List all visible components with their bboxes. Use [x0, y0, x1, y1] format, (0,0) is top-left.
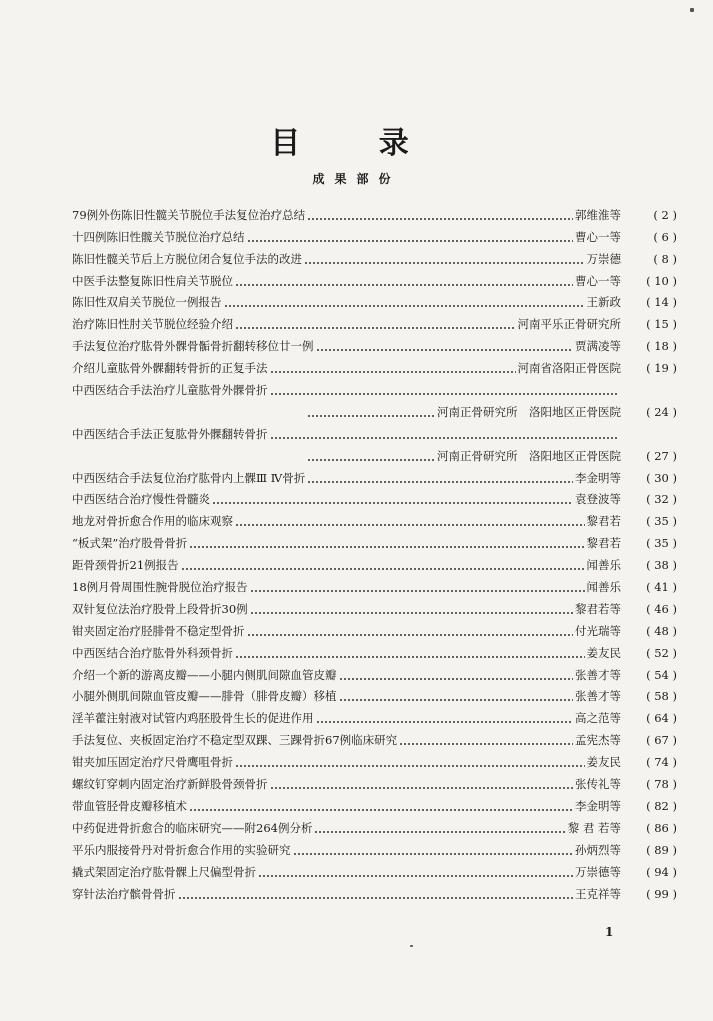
page-number: 1 [605, 925, 614, 939]
dot-leader [250, 602, 573, 616]
print-speck [690, 8, 694, 12]
entry-page: ( 30 ) [646, 470, 677, 485]
entry-author: 姜友民 [586, 755, 621, 770]
entry-author: 付光瑞等 [575, 623, 621, 638]
dot-leader [339, 689, 574, 703]
dot-leader [270, 383, 620, 397]
entry-title: 十四例陈旧性髋关节脱位治疗总结 [72, 229, 245, 244]
entry-page: ( 54 ) [646, 667, 677, 682]
toc-entry[interactable] [72, 331, 677, 353]
entry-page: ( 58 ) [646, 689, 677, 704]
entry-author: 曹心一等 [575, 273, 621, 288]
entry-page: ( 18 ) [646, 339, 677, 354]
entry-title: 钳夹固定治疗胫腓骨不稳定型骨折 [72, 623, 245, 638]
entry-author: 高之范等 [575, 711, 621, 726]
toc-entry[interactable] [72, 791, 677, 813]
entry-author: 张善才等 [575, 689, 621, 704]
toc-entry[interactable] [72, 266, 677, 288]
entry-author: 贾满凌等 [575, 339, 621, 354]
entry-author: 河南省洛阳正骨医院 [517, 361, 621, 376]
dot-leader [270, 777, 574, 791]
page-title: 目 录 [270, 126, 443, 161]
dot-leader [181, 558, 585, 572]
toc-entry[interactable] [72, 835, 677, 857]
entry-title: 介绍一个新的游离皮瓣——小腿内侧肌间隙血管皮瓣 [72, 667, 337, 682]
toc-entry[interactable] [72, 397, 677, 419]
entry-title: 陈旧性髋关节后上方脱位闭合复位手法的改进 [72, 251, 302, 266]
dot-leader [212, 492, 573, 506]
entry-title: 带血管胫骨皮瓣移植术 [72, 798, 187, 813]
dot-leader [307, 208, 573, 222]
toc-entry[interactable] [72, 594, 677, 616]
entry-author: 袁登波等 [575, 492, 621, 507]
entry-author: 李金明等 [575, 798, 621, 813]
entry-page: ( 24 ) [646, 404, 677, 419]
entry-page: ( 67 ) [646, 733, 677, 748]
entry-author: 张善才等 [575, 667, 621, 682]
entry-author: 曹心一等 [575, 229, 621, 244]
entry-page: ( 64 ) [646, 711, 677, 726]
entry-author: 闻善乐 [586, 558, 621, 573]
entry-title: 手法复位治疗肱骨外髁骨骺骨折翻转移位廿一例 [72, 339, 314, 354]
entry-author: 王新政 [586, 295, 621, 310]
toc-entry[interactable] [72, 769, 677, 791]
toc-entry[interactable] [72, 485, 677, 507]
entry-author: 孙炳烈等 [575, 842, 621, 857]
entry-page: ( 78 ) [646, 777, 677, 792]
toc-entry[interactable] [72, 616, 677, 638]
toc-entry[interactable] [72, 660, 677, 682]
entry-title: 双针复位法治疗股骨上段骨折30例 [72, 601, 248, 616]
toc-entry[interactable] [72, 725, 677, 747]
entry-title: 地龙对骨折愈合作用的临床观察 [72, 514, 233, 529]
dot-leader [247, 624, 574, 638]
entry-author: 王克祥等 [575, 886, 621, 901]
dot-leader [224, 295, 585, 309]
toc-entry[interactable] [72, 879, 677, 901]
entry-author: 郭维淮等 [575, 207, 621, 222]
toc-entry[interactable] [72, 682, 677, 704]
entry-page: ( 8 ) [653, 251, 677, 266]
dot-leader [235, 317, 516, 331]
entry-page: ( 82 ) [646, 798, 677, 813]
entry-title: 中西医结合治疗慢性骨髓炎 [72, 492, 210, 507]
entry-page: ( 15 ) [646, 317, 677, 332]
entry-title: 平乐内服接骨丹对骨折愈合作用的实验研究 [72, 842, 291, 857]
dot-leader [307, 449, 435, 463]
entry-author: 河南正骨研究所 洛阳地区正骨医院 [437, 448, 621, 463]
entry-page: ( 74 ) [646, 755, 677, 770]
dot-leader [399, 733, 573, 747]
entry-title: 中西医结合手法治疗儿童肱骨外髁骨折 [72, 383, 268, 398]
entry-page: ( 52 ) [646, 645, 677, 660]
entry-page: ( 99 ) [646, 886, 677, 901]
entry-author: 黎君若 [586, 514, 621, 529]
entry-page: ( 10 ) [646, 273, 677, 288]
entry-title: 中西医结合手法复位治疗肱骨内上髁Ⅲ Ⅳ骨折 [72, 470, 306, 485]
dot-leader [189, 536, 584, 550]
dot-leader [258, 865, 573, 879]
entry-page: ( 2 ) [653, 207, 677, 222]
entry-title: 陈旧性双肩关节脱位一例报告 [72, 295, 222, 310]
entry-author: 张传礼等 [575, 777, 621, 792]
dot-leader [235, 646, 585, 660]
toc-entry[interactable] [72, 375, 677, 397]
entry-title: 螺纹钉穿刺内固定治疗新鲜股骨颈骨折 [72, 777, 268, 792]
entry-page: ( 35 ) [646, 536, 677, 551]
dot-leader [247, 230, 574, 244]
toc-entry[interactable] [72, 638, 677, 660]
dot-leader [293, 843, 574, 857]
entry-page: ( 94 ) [646, 864, 677, 879]
print-speck [410, 945, 413, 947]
dot-leader [235, 274, 573, 288]
entry-title: 介绍儿童肱骨外髁翻转骨折的正复手法 [72, 361, 268, 376]
dot-leader [178, 887, 574, 901]
toc-entry[interactable] [72, 222, 677, 244]
toc-entry[interactable] [72, 506, 677, 528]
entry-author: 孟宪杰等 [575, 733, 621, 748]
entry-page: ( 6 ) [653, 229, 677, 244]
entry-author: 闻善乐 [586, 580, 621, 595]
dot-leader [235, 755, 585, 769]
dot-leader [270, 361, 516, 375]
entry-page: ( 46 ) [646, 601, 677, 616]
entry-title: 中西医结合治疗肱骨外科颈骨折 [72, 645, 233, 660]
dot-leader [250, 580, 585, 594]
section-heading: 成果部份 [312, 172, 401, 186]
entry-title: 小腿外侧肌间隙血管皮瓣——腓骨（腓骨皮瓣）移植 [72, 689, 337, 704]
entry-title: 钳夹加压固定治疗尺骨鹰咀骨折 [72, 755, 233, 770]
toc-entry[interactable] [72, 309, 677, 331]
toc-entry[interactable] [72, 288, 677, 310]
table-of-contents [72, 200, 677, 901]
entry-author: 李金明等 [575, 470, 621, 485]
entry-author: 万崇德 [586, 251, 621, 266]
dot-leader [316, 711, 574, 725]
entry-page: ( 41 ) [646, 580, 677, 595]
toc-entry[interactable] [72, 572, 677, 594]
entry-author: 姜友民 [586, 645, 621, 660]
dot-leader [307, 405, 435, 419]
toc-entry[interactable] [72, 550, 677, 572]
dot-leader [189, 799, 573, 813]
entry-author: 黎君若 [586, 536, 621, 551]
entry-page: ( 27 ) [646, 448, 677, 463]
toc-entry[interactable] [72, 813, 677, 835]
entry-author: 河南正骨研究所 洛阳地区正骨医院 [437, 404, 621, 419]
dot-leader [304, 252, 585, 266]
entry-author: 黎 君 若等 [567, 820, 621, 835]
entry-title: 18例月骨周围性腕骨脱位治疗报告 [72, 580, 248, 595]
entry-page: ( 48 ) [646, 623, 677, 638]
entry-title: 撬式架固定治疗肱骨髁上尺偏型骨折 [72, 864, 256, 879]
entry-title: 中药促进骨折愈合的临床研究——附264例分析 [72, 820, 313, 835]
toc-entry[interactable] [72, 441, 677, 463]
entry-title: 手法复位、夹板固定治疗不稳定型双踝、三踝骨折67例临床研究 [72, 733, 398, 748]
toc-entry[interactable] [72, 463, 677, 485]
entry-title: 79例外伤陈旧性髋关节脱位手法复位治疗总结 [72, 207, 306, 222]
dot-leader [316, 339, 574, 353]
entry-title: 穿针法治疗髌骨骨折 [72, 886, 176, 901]
toc-entry[interactable] [72, 528, 677, 550]
entry-page: ( 89 ) [646, 842, 677, 857]
entry-author: 万崇德等 [575, 864, 621, 879]
entry-page: ( 14 ) [646, 295, 677, 310]
toc-entry[interactable] [72, 747, 677, 769]
entry-title: 中西医结合手法正复肱骨外髁翻转骨折 [72, 426, 268, 441]
dot-leader [339, 668, 574, 682]
dot-leader [235, 514, 585, 528]
entry-title: 距骨颈骨折21例报告 [72, 558, 179, 573]
dot-leader [314, 821, 565, 835]
entry-page: ( 19 ) [646, 361, 677, 376]
entry-page: ( 86 ) [646, 820, 677, 835]
entry-title: 淫羊藿注射液对试管内鸡胚股骨生长的促进作用 [72, 711, 314, 726]
entry-page: ( 38 ) [646, 558, 677, 573]
dot-leader [270, 427, 620, 441]
toc-entry[interactable] [72, 419, 677, 441]
entry-title: “板式架”治疗股骨骨折 [72, 536, 188, 551]
toc-entry[interactable] [72, 353, 677, 375]
entry-title: 中医手法整复陈旧性肩关节脱位 [72, 273, 233, 288]
entry-author: 黎君若等 [575, 601, 621, 616]
toc-entry[interactable] [72, 200, 677, 222]
toc-entry[interactable] [72, 857, 677, 879]
entry-page: ( 32 ) [646, 492, 677, 507]
entry-page: ( 35 ) [646, 514, 677, 529]
entry-title: 治疗陈旧性肘关节脱位经验介绍 [72, 317, 233, 332]
toc-entry[interactable] [72, 244, 677, 266]
entry-author: 河南平乐正骨研究所 [517, 317, 621, 332]
toc-entry[interactable] [72, 703, 677, 725]
dot-leader [307, 471, 573, 485]
